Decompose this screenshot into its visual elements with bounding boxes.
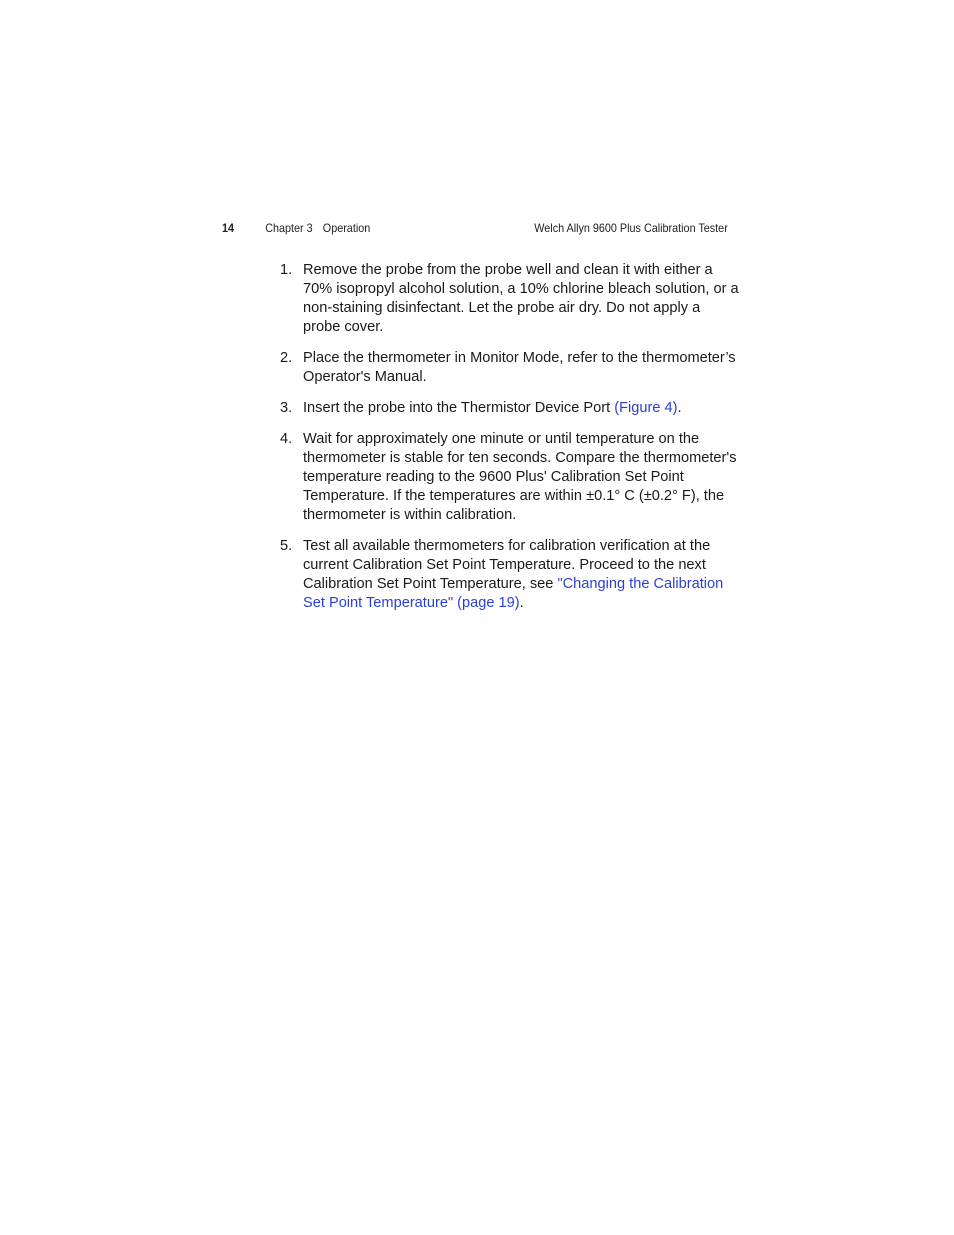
step-text-before: Test all available thermometers for calibration verification at the current Calibration Set Point Temperature. Proceed to the next Calibration Set Point Temperature, see (303, 538, 711, 592)
document-title: Welch Allyn 9600 Plus Calibration Tester (534, 221, 728, 235)
figure-4-link[interactable]: (Figure 4) (614, 400, 678, 417)
step-number: 1. (280, 262, 293, 278)
step-text-after: . (677, 400, 682, 417)
step-2 (280, 349, 740, 387)
step-text: Remove the probe from the probe well and clean it with either a 70% isopropyl alcohol solution, a 10% chlorine bleach solution, or a non-staining disinfectant. Let the probe air dry. Do not apply a probe cover. (303, 262, 739, 335)
changing-set-point-link[interactable]: "Changing the Calibration Set Point Temperature" (page 19) (303, 575, 724, 611)
step-1 (280, 261, 740, 337)
step-text: Place the thermometer in Monitor Mode, refer to the thermometer’s Operator's Manual. (303, 349, 736, 385)
step-number: 3. (280, 400, 293, 417)
step-5 (280, 537, 740, 613)
page-number: 14 (222, 221, 235, 235)
step-text (303, 399, 740, 418)
step-number: 5. (280, 538, 293, 555)
step-text (303, 537, 740, 613)
step-text-after: . (519, 594, 524, 611)
chapter-title: Operation (322, 221, 371, 235)
page-header (222, 221, 728, 239)
step-4 (280, 430, 740, 525)
step-text-before: Insert the probe into the Thermistor Device Port (303, 400, 615, 417)
chapter-label: Chapter 3 (265, 221, 313, 235)
step-text: Wait for approximately one minute or until temperature on the thermometer is stable for ten seconds. Compare the thermometer's temperature reading to the 9600 Plus' Calibration Set Point Temperature. If the temperatures are within ±0.1° C (±0.2° F), the thermometer is within calibration. (303, 431, 737, 523)
procedure-steps (280, 261, 740, 625)
step-number: 2. (280, 349, 293, 366)
step-number: 4. (280, 431, 293, 448)
step-3 (280, 399, 740, 418)
